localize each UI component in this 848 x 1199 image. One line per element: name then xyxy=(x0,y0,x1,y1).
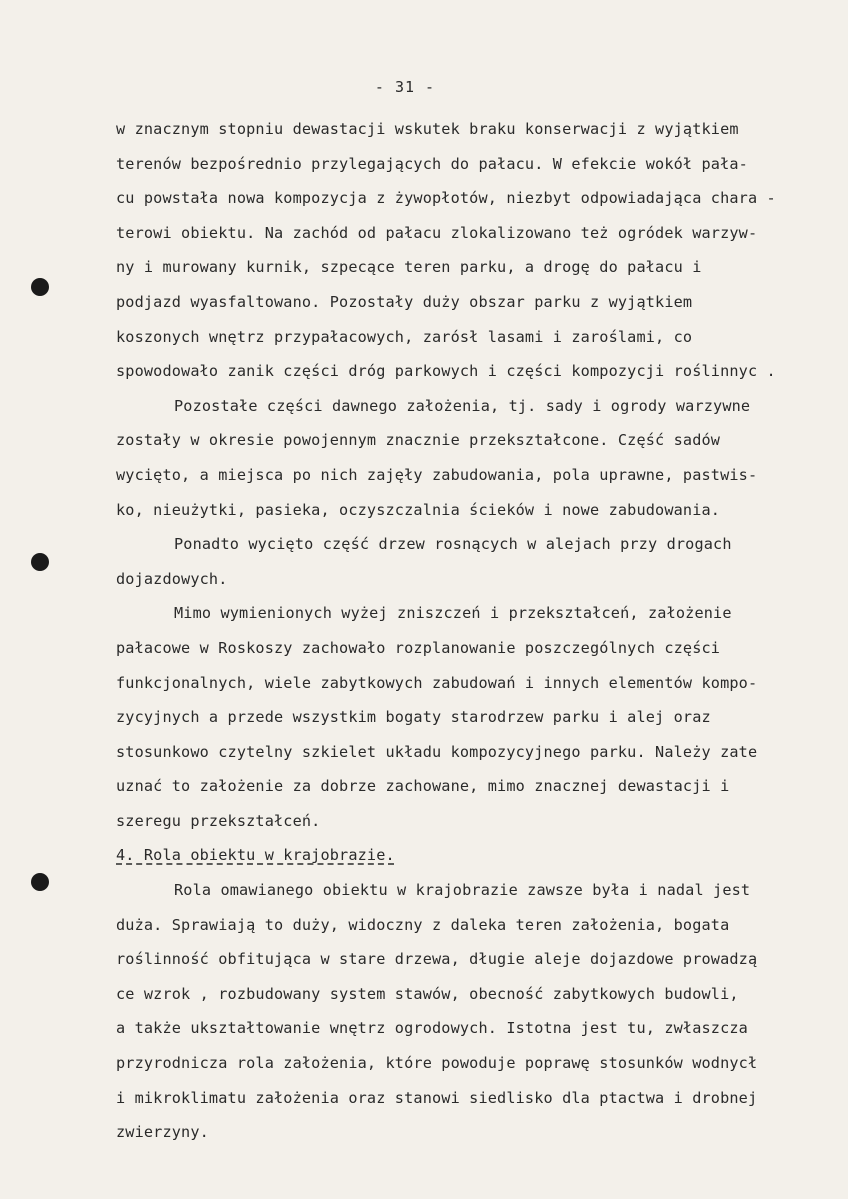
text-line: Mimo wymienionych wyżej zniszczeń i przekształceń, założenie xyxy=(174,604,732,623)
text-line: zycyjnych a przede wszystkim bogaty starodrzew parku i alej oraz xyxy=(116,708,711,727)
text-line: uznać to założenie za dobrze zachowane, mimo znacznej dewastacji i xyxy=(116,777,730,796)
text-line: cu powstała nowa kompozycja z żywopłotów, niezbyt odpowiadająca chara - xyxy=(116,189,776,208)
text-line: i mikroklimatu założenia oraz stanowi siedlisko dla ptactwa i drobnej xyxy=(116,1088,758,1107)
text-line: dojazdowych. xyxy=(116,569,228,588)
text-line: szeregu przekształceń. xyxy=(116,811,321,830)
text-line: spowodowało zanik części dróg parkowych i części kompozycji roślinnyc . xyxy=(116,362,776,381)
text-line: funkcjonalnych, wiele zabytkowych zabudowań i innych elementów kompo- xyxy=(116,673,758,692)
page-number: - 31 - xyxy=(374,78,436,96)
text-line: przyrodnicza rola założenia, które powoduje poprawę stosunków wodnycł xyxy=(116,1054,758,1073)
text-line: Ponadto wycięto część drzew rosnących w alejach przy drogach xyxy=(174,535,732,554)
section-heading: 4. Rola obiektu w krajobrazie. xyxy=(116,846,395,865)
text-line: pałacowe w Roskoszy zachowało rozplanowanie poszczególnych części xyxy=(116,638,721,657)
text-line: terenów bezpośrednio przylegających do pałacu. W efekcie wokół pała- xyxy=(116,154,748,173)
text-line: zwierzyny. xyxy=(116,1123,209,1142)
text-line: duża. Sprawiają to duży, widoczny z daleka teren założenia, bogata xyxy=(116,915,730,934)
text-line: ko, nieużytki, pasieka, oczyszczalnia ścieków i nowe zabudowania. xyxy=(116,500,721,519)
punch-hole xyxy=(31,278,49,296)
text-line: roślinność obfitująca w stare drzewa, długie aleje dojazdowe prowadzą xyxy=(116,950,758,969)
text-line: podjazd wyasfaltowano. Pozostały duży obszar parku z wyjątkiem xyxy=(116,292,693,311)
text-line: stosunkowo czytelny szkielet układu kompozycyjnego parku. Należy zate xyxy=(116,742,758,761)
text-line: ny i murowany kurnik, szpecące teren parku, a drogę do pałacu i xyxy=(116,258,702,277)
text-line: zostały w okresie powojennym znacznie przekształcone. Część sadów xyxy=(116,431,721,450)
text-line: koszonych wnętrz przypałacowych, zarósł lasami i zaroślami, co xyxy=(116,327,693,346)
text-line: w znacznym stopniu dewastacji wskutek braku konserwacji z wyjątkiem xyxy=(116,120,739,138)
text-line: wycięto, a miejsca po nich zajęły zabudowania, pola uprawne, pastwis- xyxy=(116,465,758,484)
text-line: ce wzrok , rozbudowany system stawów, obecność zabytkowych budowli, xyxy=(116,984,739,1003)
punch-hole xyxy=(31,873,49,891)
text-line: Pozostałe części dawnego założenia, tj. sady i ogrody warzywne xyxy=(174,396,751,415)
punch-hole xyxy=(31,553,49,571)
text-line: Rola omawianego obiektu w krajobrazie zawsze była i nadal jest xyxy=(174,881,751,900)
text-line: terowi obiektu. Na zachód od pałacu zlokalizowano też ogródek warzyw- xyxy=(116,223,758,242)
text-line: a także ukształtowanie wnętrz ogrodowych. Istotna jest tu, zwłaszcza xyxy=(116,1019,748,1038)
body-text xyxy=(116,112,846,1150)
